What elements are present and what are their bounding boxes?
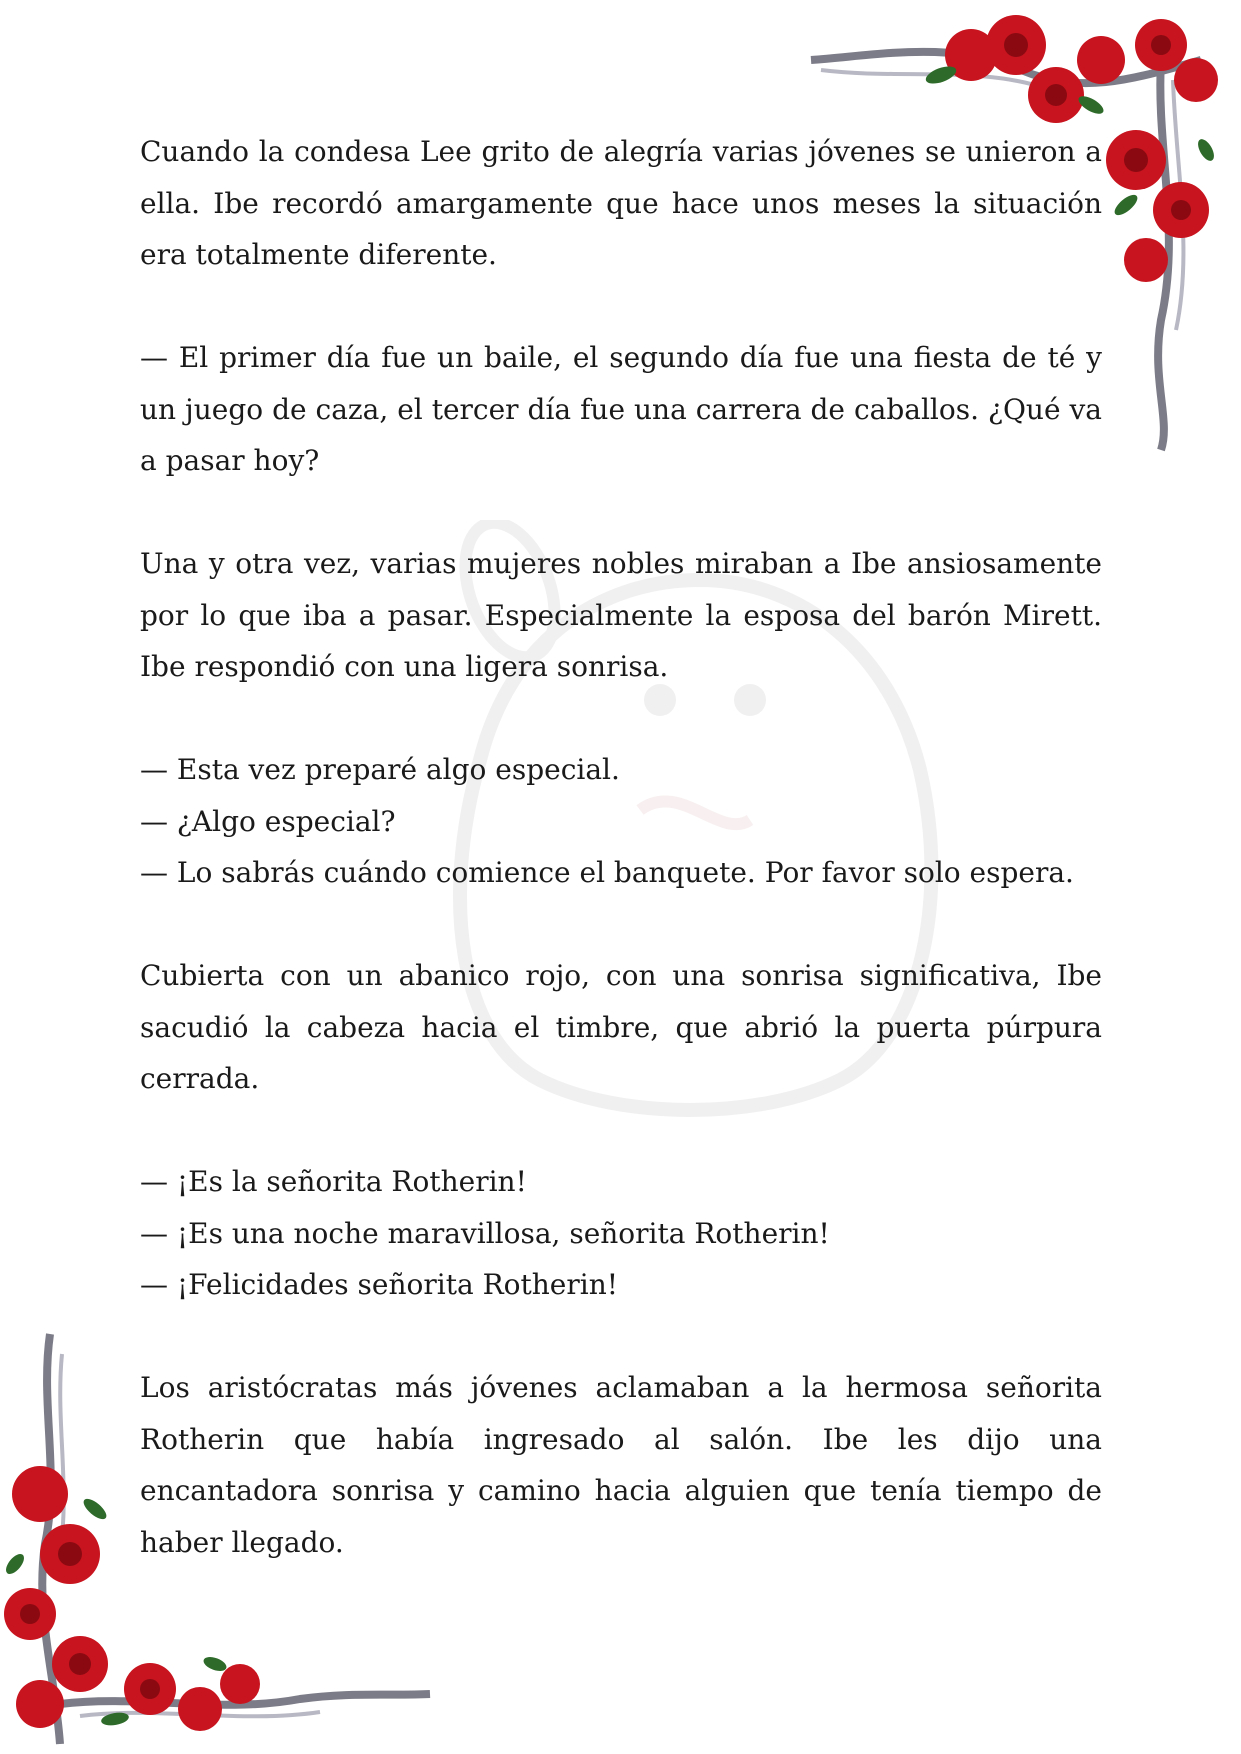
paragraph-5: Los aristócratas más jóvenes aclamaban a la hermosa señorita Rotherin que había ingresado al salón. Ibe les dijo una encantadora sonrisa y camino hacia alguien que tenía tiempo de haber llegado. (140, 1371, 1102, 1559)
paragraph-4: Cubierta con un abanico rojo, con una sonrisa significativa, Ibe sacudió la cabeza hacia el timbre, que abrió la puerta púrpura cerrada. (140, 959, 1102, 1095)
dialog-line: — Lo sabrás cuándo comience el banquete. Por favor solo espera. (140, 856, 1074, 889)
dialog-line: — ¡Es una noche maravillosa, señorita Rotherin! (140, 1216, 830, 1250)
dialog-line: — ¡Es la señorita Rotherin! (140, 1165, 527, 1198)
dialog-line: — Esta vez preparé algo especial. (140, 753, 620, 786)
story-text (140, 126, 1102, 1620)
dialog-line: — ¿Algo especial? (140, 804, 396, 838)
dialog-line: — ¡Felicidades señorita Rotherin! (140, 1268, 618, 1301)
paragraph-3: Una y otra vez, varias mujeres nobles miraban a Ibe ansiosamente por lo que iba a pasar. Especialmente la esposa del barón Mirett. Ibe respondió con una ligera sonrisa. (140, 547, 1102, 683)
dialog-group-1 (140, 744, 1102, 899)
paragraph-2-dialog: — El primer día fue un baile, el segundo día fue una fiesta de té y un juego de caza, el tercer día fue una carrera de caballos. ¿Qué va a pasar hoy? (140, 341, 1102, 477)
dialog-group-2 (140, 1156, 1102, 1311)
paragraph-1: Cuando la condesa Lee grito de alegría varias jóvenes se unieron a ella. Ibe recordó amargamente que hace unos meses la situación era totalmente diferente. (140, 135, 1102, 271)
